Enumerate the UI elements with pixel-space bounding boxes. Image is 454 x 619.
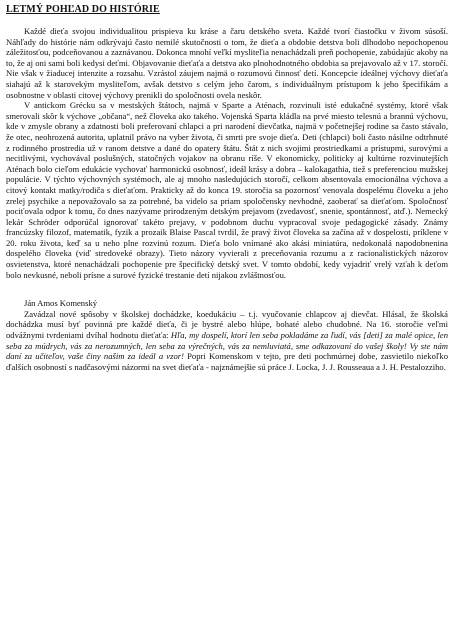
paragraph-komensky-text-b: Popri Komenskom v tejto, pre deti pochmúrnej dobe, zasvietilo niekoľko ďalších osobností s nadčasovými názormi na svet dieťaťa - najznámejšie sú práce J. Locka, J. J. Rousseaua a J. H. Pestalozziho. <box>6 351 448 372</box>
paragraph-antiquity: V antickom Grécku sa v mestských štátoch, najmä v Sparte a Aténach, rozvinuli isté edukačné systémy, ktoré však smerovali skôr k výchove „občana“, než človeka ako takého. Vojenská Sparta kládla na prvé miesto telesnú a brannú výchovu, kde v zmysle obrany a zdatnosti boli preferovaní chlapci a pri narodení dievčatka, najmä v početnejšej rodine sa často stávalo, že otec, neohrozená autorita, uplatnil právo na vyber života, či smrti pre svoje dieťa. Deti (chlapci) boli často násilne odtrhnuté z rodinného prostredia už v ranom detstve a dané do opatery štátu. Štát z nich svojimi prostriedkami a prístupmi, surovými a necitlivými, vychovával poslušných, statočných vojakov na obranu ríše. V ekonomicky, politicky aj kultúrne rozvinutejších Aténach bolo cieľom edukácie vychovať harmonickú osobnosť, ideál krásy a dobra – kalokagathia, tiež s preferenciou mužskej populácie. V týchto výchovných systémoch, ale aj mnoho nasledujúcich storočí, celkom absentovala emocionálna výchova a citový kontakt matky/rodiča s dieťaťom. Prakticky až do konca 19. storočia sa pozornosť venovala dospelému človeku a jeho zrelej psychike a nepovažovalo sa za potrebné, ba videlo sa priam spoločensky nevhodné, zaoberať sa dieťaťom. Spoločnosť pociťovala odpor k tomu, čo dnes nazývame prirodzeným detským prejavom (zvedavosť, snenie, spontánnosť, atď.). Nemecký lekár Schröder odporúčal ignorovať takéto prejavy, v podobnom duchu vypracoval svoje pedagogické zásady. Známy francúzsky filozof, matematik, fyzik a prozaik Blaise Pascal tvrdil, že pravý život človeka sa začína až v dospelosti, príklene v 20. roku života, keď sa u neho plne rozvinú rozum. Dieťa bolo vnímané ako akási miniatúra, nedokonalá napodobnenina dospelého človeka (viď stredoveké obrazy). Tieto názory vyvierali z preceňovania rozumu a z racionalistických názorov osvietenstva, ktoré nenachádzali pochopenie pre špecifický detský svet. V tomto období, kedy vyjadriť vrelý vzťah k deťom bolo nevkusné, neboli prísne a surové fyzické trestanie detí nijakou zvláštnosťou. <box>6 100 448 280</box>
paragraph-intro: Každé dieťa svojou individualitou prispieva ku kráse a čaru detského sveta. Každé tvorí čiastočku v živom súsoší. Náhľady do histórie nám odkrývajú často nemilé skutočnosti o tom, že dieťa a obdobie detstva boli dlhodobo nepochopenou záležitosťou, podceňovanou a zaznávanou. Dokonca mnohí veľkí mysliteľia nenachádzali preň pochopenie, zabúdajúc akoby na to, že aj oni sami boli kedysi deťmi. Objavovanie dieťaťa a detstva ako plnohodnotného obdobia sa prejavovalo až v 17. storočí. Nie však v žiaducej intenzite a rozsahu. Vzrástol záujem najmä o rozumovú činnosť detí. Koncepcie ideálnej výchovy dieťaťa siahajú až k starovekým mysliteľom, avšak detstvo s celým jeho čarom, s individuálnym prístupom k jeho špecifikám a osobnostne v oblasti citovej výchovy prenikli do spoločnosti ovela neskôr. <box>6 26 448 100</box>
document-title: LETMÝ POHĽAD DO HISTÓRIE <box>6 4 160 15</box>
paragraph-komensky-text-a: Zavádzal nové spôsoby v školskej dochádzke, koedukáciu – t.j. vyučovanie chlapcov aj dievčat. Hlásal, že školská dochádzka musí byť povinná pre každé dieťa, či je bystré alebo hlúpe, bohaté alebo chudobné. Na 16. storočie veľmi odvážnymi tvrdeniami dvíhal hodnotu dieťaťa: <box>6 308 448 341</box>
section-heading-komensky: Ján Amos Komenský <box>24 298 98 309</box>
komensky-quote: Hľa, my dospelí, ktorí len seba pokladáme za ľudí, vás [deti] za malé opice, len seba za múdrych, vás za nerozumných, len seba za výrečných, vás za nemluviatá, sme odkazovaní do vašej školy! Vy ste nám daní za učiteľov, vaše činy našim za ideál a vzor! <box>6 330 448 362</box>
section-spacer <box>6 280 448 298</box>
paragraph-komensky <box>6 309 448 373</box>
